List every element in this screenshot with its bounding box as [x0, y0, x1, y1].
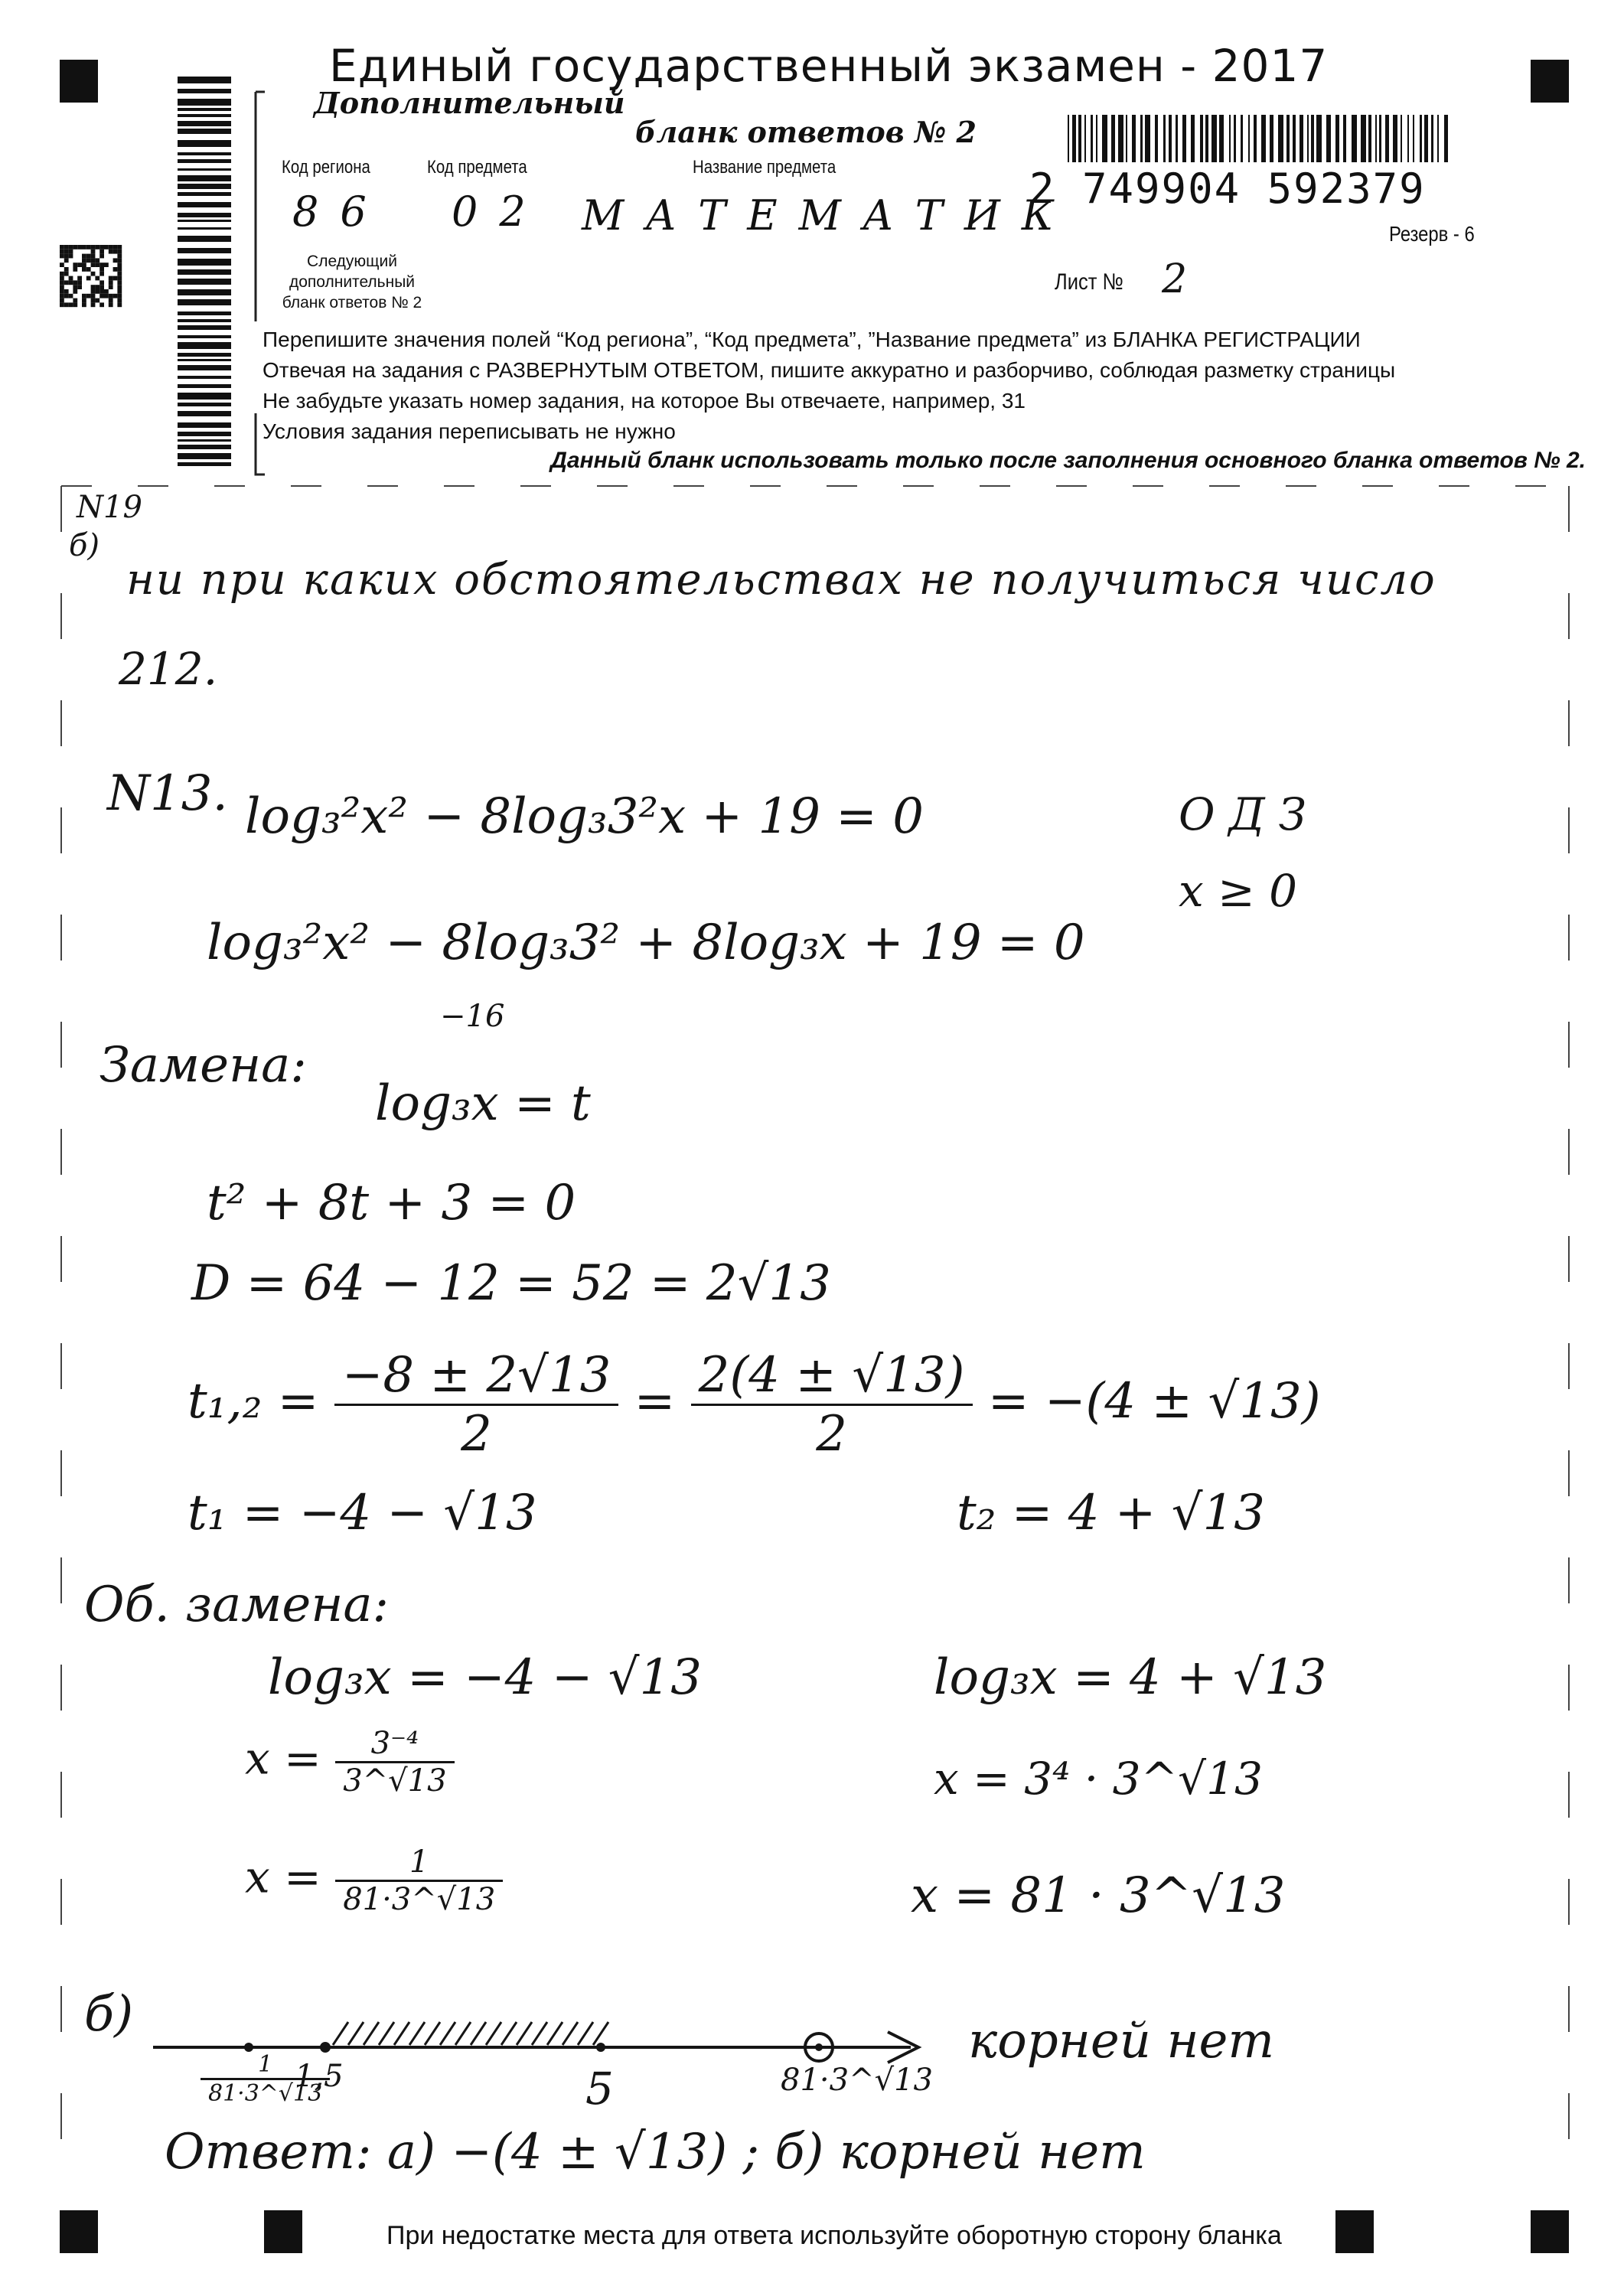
left-x2-den: 81·3^√13: [343, 1882, 496, 1917]
usage-notice: Данный бланк использовать только после заполнения основного бланка ответов № 2.: [550, 448, 1586, 473]
corner-marker-bottom-right: [1531, 2210, 1569, 2253]
roots-rhs: = −(4 ± √13): [987, 1373, 1321, 1430]
final-answer: Ответ: а) −(4 ± √13) ; б) корней нет: [165, 2124, 1146, 2180]
equation-1: log₃²x² − 8log₃3²x + 19 = 0: [245, 788, 924, 845]
subject-name-value: МАТЕМАТИК: [582, 191, 1075, 240]
substitution: log₃x = t: [375, 1075, 591, 1132]
root-t1: t₁ = −4 − √13: [188, 1485, 537, 1541]
region-value: 86: [292, 188, 388, 236]
roots-fraction-1-den: 2: [461, 1406, 492, 1463]
sheet-label: Лист №: [1055, 269, 1123, 295]
left-x1-num: 3⁻⁴: [335, 1726, 454, 1763]
reserve-label: Резерв - 6: [1389, 222, 1475, 246]
left-log-equation: log₃x = −4 − √13: [268, 1649, 702, 1706]
vertical-barcode: [178, 77, 231, 467]
datamatrix-code: [60, 245, 122, 308]
next-blank-text: Следующий дополнительный бланк ответов № 2: [282, 253, 422, 311]
subject-code-label: Код предмета: [427, 157, 527, 178]
roots-formula: [188, 1347, 1321, 1463]
odz-label: ОДЗ: [1179, 788, 1320, 840]
roots-eq: =: [634, 1373, 676, 1430]
next-blank-label: [272, 251, 432, 313]
sheet-value: 2: [1162, 256, 1188, 302]
task-19-label: N19: [77, 490, 142, 525]
subject-code-value: 02: [452, 188, 547, 236]
roots-fraction-2-num: 2(4 ± √13): [691, 1347, 973, 1406]
reverse-substitution-label: Об. замена:: [84, 1577, 390, 1633]
instruction-line: Условия задания переписывать не нужно: [263, 419, 676, 443]
left-x-fraction-2: [245, 1844, 503, 1917]
left-x1-frac: [335, 1726, 454, 1799]
left-x-fraction-1: [245, 1726, 455, 1799]
roots-fraction-1-num: −8 ± 2√13: [334, 1347, 619, 1406]
corner-marker-bottom-left: [60, 2210, 98, 2253]
number-line-point-4: 81·3^√13: [781, 2063, 933, 2098]
right-log-equation: log₃x = 4 + √13: [934, 1649, 1327, 1706]
number-line-point-3: 5: [585, 2063, 614, 2115]
discriminant: D = 64 − 12 = 52 = 2√13: [191, 1255, 831, 1312]
number-line-conclusion: корней нет: [968, 2013, 1275, 2069]
point-1-num: 1: [201, 2051, 330, 2080]
task-13-label: N13.: [107, 765, 228, 822]
instruction-line: Отвечая на задания с РАЗВЕРНУТЫМ ОТВЕТОМ, пишите аккуратно и разборчиво, соблюдая разметку страницы: [263, 358, 1396, 382]
point-1-den: 81·3^√13: [208, 2080, 323, 2107]
roots-fraction-2-den: 2: [816, 1406, 847, 1463]
instruction-line: Не забудьте указать номер задания, на которое Вы отвечаете, например, 31: [263, 389, 1026, 413]
equation-2: log₃²x² − 8log₃3² + 8log₃x + 19 = 0: [207, 915, 1085, 971]
task-19-text-line2: 212.: [119, 643, 218, 695]
part-b-label: б): [84, 1986, 134, 2043]
corner-marker-bottom-3: [1335, 2210, 1374, 2253]
left-x1-den: 3^√13: [343, 1763, 447, 1799]
answer-area-border: [46, 471, 1584, 2200]
page-title: Единый государственный экзамен - 2017: [329, 40, 1329, 92]
form-title-line1: Дополнительный: [314, 86, 625, 120]
odz-condition: x ≥ 0: [1179, 865, 1298, 917]
left-x2-num: 1: [335, 1844, 503, 1882]
corner-marker-bottom-2: [264, 2210, 302, 2253]
root-t2: t₂ = 4 + √13: [957, 1485, 1265, 1541]
task-19-b-label: б): [69, 528, 100, 563]
corner-marker-top-right: [1531, 60, 1569, 103]
quadratic-equation: t² + 8t + 3 = 0: [207, 1175, 576, 1231]
roots-lhs: t₁,₂ =: [188, 1373, 319, 1430]
form-title-line2: бланк ответов № 2: [635, 115, 977, 149]
left-x2-frac: [335, 1844, 503, 1917]
corner-marker-top-left: [60, 60, 98, 103]
instruction-line: Перепишите значения полей “Код региона”, “Код предмета”, ”Название предмета” из БЛАНКА РЕГИСТРАЦИИ: [263, 328, 1361, 351]
footer-note: При недостатке места для ответа используйте оборотную сторону бланка: [386, 2221, 1282, 2250]
region-label: Код региона: [282, 157, 370, 178]
roots-fraction-1: [334, 1347, 619, 1463]
task-19-text-line1: ни при каких обстоятельствах не получиться число: [126, 555, 1436, 605]
barcode-number: 2 749904 592379: [1029, 165, 1426, 213]
instructions-block: [263, 325, 1395, 447]
left-x1-lhs: x =: [245, 1732, 321, 1785]
equation-2-note: −16: [440, 999, 505, 1034]
right-x-equation-1: x = 3⁴ · 3^√13: [934, 1753, 1263, 1805]
subject-name-label: Название предмета: [693, 157, 836, 178]
substitution-label: Замена:: [99, 1037, 307, 1094]
left-x2-lhs: x =: [245, 1851, 321, 1903]
right-x-equation-2: x = 81 · 3^√13: [911, 1867, 1286, 1924]
roots-fraction-2: [691, 1347, 973, 1463]
number-line-point-2: 1,5: [295, 2059, 344, 2094]
